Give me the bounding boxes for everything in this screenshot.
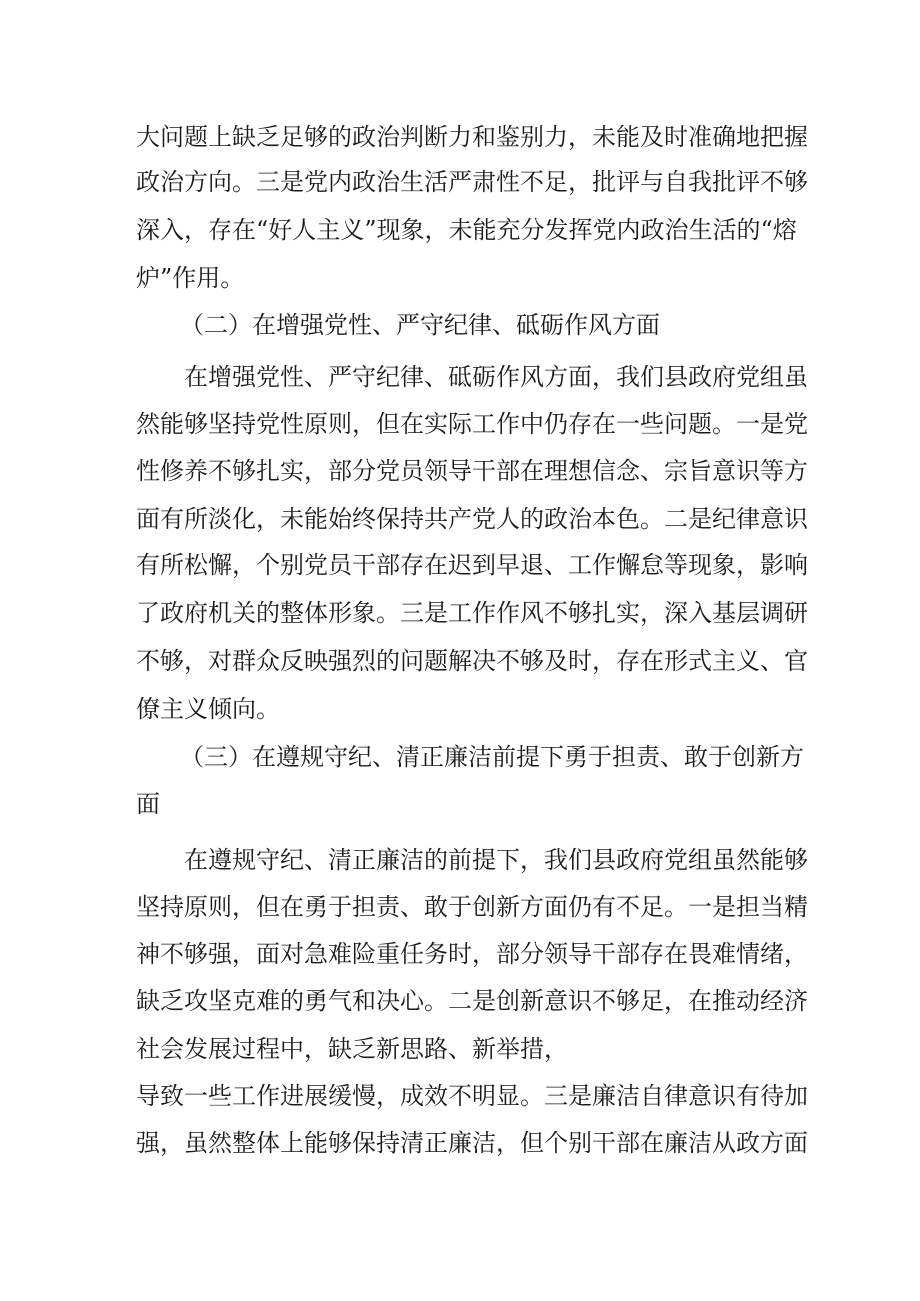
body-text-line: 大问题上缺乏足够的政治判断力和鉴别力，未能及时准确地把握 bbox=[136, 123, 808, 151]
body-text-line: 面有所淡化，未能始终保持共产党人的政治本色。二是纪律意识 bbox=[136, 505, 808, 533]
section-heading-3-continued: 面 bbox=[136, 790, 160, 818]
body-text-line: 强，虽然整体上能够保持清正廉洁，但个别干部在廉洁从政方面 bbox=[136, 1129, 808, 1157]
body-text-line: 在遵规守纪、清正廉洁的前提下，我们县政府党组虽然能够 bbox=[184, 846, 808, 874]
body-text-line: 然能够坚持党性原则，但在实际工作中仍存在一些问题。一是党 bbox=[136, 410, 808, 438]
body-text-line: 缺乏攻坚克难的勇气和决心。二是创新意识不够足，在推动经济 bbox=[136, 987, 808, 1015]
body-text-line: 性修养不够扎实，部分党员领导干部在理想信念、宗旨意识等方 bbox=[136, 457, 808, 485]
body-text-line: 社会发展过程中，缺乏新思路、新举措， bbox=[136, 1035, 568, 1063]
body-text-line: 深入，存在“好人主义”现象，未能充分发挥党内政治生活的“熔 bbox=[136, 216, 797, 244]
body-text-line: 不够，对群众反映强烈的问题解决不够及时，存在形式主义、官 bbox=[136, 647, 808, 675]
body-text-line: 政治方向。三是党内政治生活严肃性不足，批评与自我批评不够 bbox=[136, 168, 808, 196]
body-text-line: 僚主义倾向。 bbox=[136, 695, 280, 723]
body-text-line: 了政府机关的整体形象。三是工作作风不够扎实，深入基层调研 bbox=[136, 599, 808, 627]
body-text-line: 坚持原则，但在勇于担责、敢于创新方面仍有不足。一是担当精 bbox=[136, 893, 808, 921]
section-heading-2: （二）在增强党性、严守纪律、砥砺作风方面 bbox=[180, 311, 660, 339]
body-text-line: 炉”作用。 bbox=[136, 264, 245, 292]
body-text-line: 神不够强，面对急难险重任务时，部分领导干部存在畏难情绪， bbox=[136, 940, 808, 968]
body-text-line: 导致一些工作进展缓慢，成效不明显。三是廉洁自律意识有待加 bbox=[136, 1082, 808, 1110]
section-heading-3: （三）在遵规守纪、清正廉洁前提下勇于担责、敢于创新方 bbox=[180, 743, 804, 771]
body-text-line: 在增强党性、严守纪律、砥砺作风方面，我们县政府党组虽 bbox=[184, 363, 808, 391]
body-text-line: 有所松懈，个别党员干部存在迟到早退、工作懈怠等现象，影响 bbox=[136, 551, 808, 579]
